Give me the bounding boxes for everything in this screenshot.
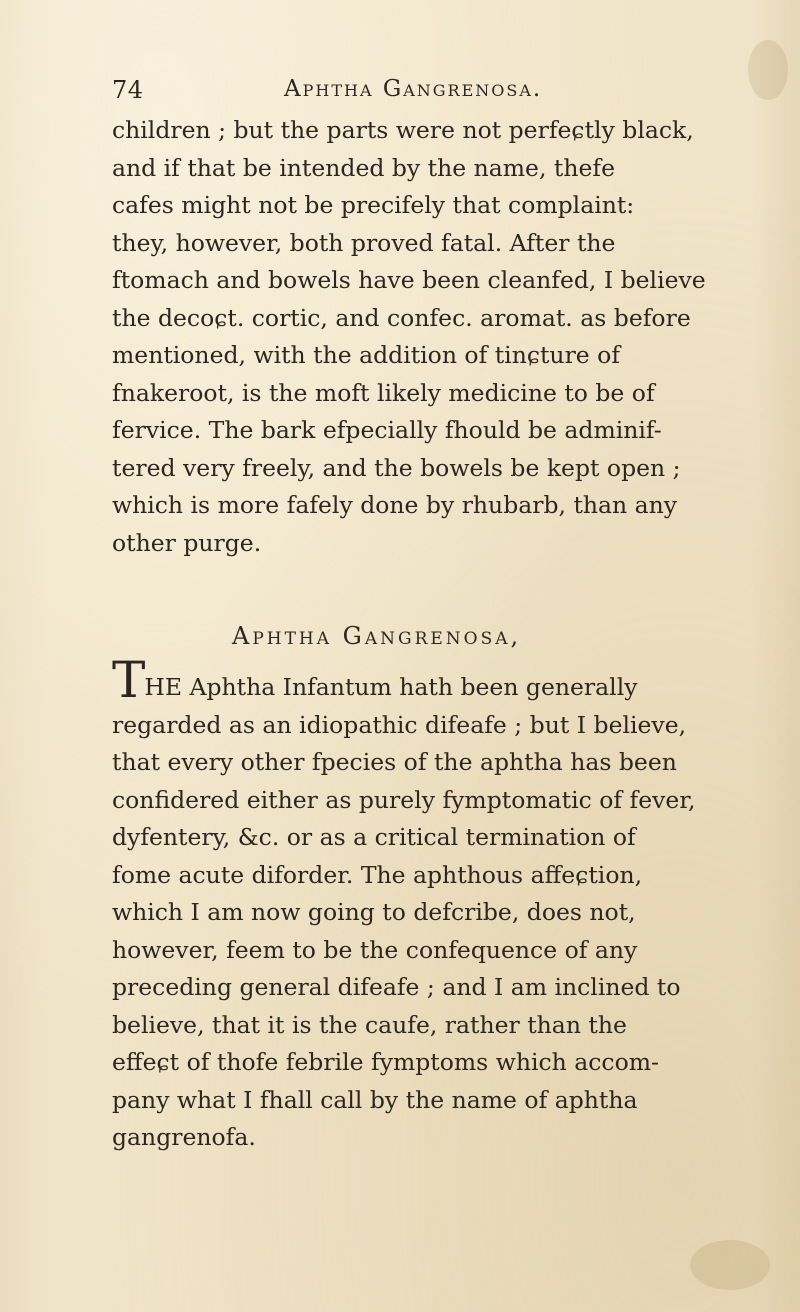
first-line-text: HE Aphtha Infantum hath been generally [144, 673, 638, 701]
text-line: effeɕt of thofe febrile fymptoms which accom- [112, 1048, 659, 1076]
page-number: 74 [112, 76, 144, 104]
text-line: which I am now going to defcribe, does not, [112, 898, 636, 926]
running-head-title: Aphtha Gangrenosa. [284, 76, 543, 102]
text-line: they, however, both proved fatal. After the [112, 228, 616, 257]
text-line: preceding general difeafe ; and I am inclined to [112, 973, 681, 1001]
text-line: mentioned, with the addition of tinɕture of [112, 341, 621, 369]
text-line: however, feem to be the confequence of any [112, 935, 638, 964]
text-line: believe, that it is the caufe, rather than the [112, 1010, 627, 1039]
text-line: fervice. The bark efpecially fhould be adminif- [112, 416, 662, 444]
text-line: and if that be intended by the name, thefe [112, 153, 615, 182]
first-line [112, 651, 800, 709]
text-line: pany what I fhall call by the name of aphtha [112, 1085, 638, 1114]
running-head [112, 76, 772, 116]
text-line: which is more fafely done by rhubarb, than any [112, 491, 678, 519]
text-line: fome acute diforder. The aphthous affeɕtion, [112, 860, 643, 889]
paper-stain [690, 1240, 770, 1290]
paragraph-1 [112, 112, 800, 562]
text-line: ftomach and bowels have been cleanfed, I believe [112, 266, 706, 294]
text-line: other purge. [112, 528, 262, 557]
text-line: cafes might not be precifely that complaint: [112, 191, 635, 219]
text-line: fnakeroot, is the moft likely medicine to be of [112, 378, 655, 407]
text-line: the decoɕt. cortic, and confec. aromat. as before [112, 303, 691, 332]
drop-cap: T [112, 651, 145, 709]
text-line: regarded as an idiopathic difeafe ; but I believe, [112, 710, 687, 739]
section-heading: Aphtha Gangrenosa, [232, 622, 522, 650]
text-line: children ; but the parts were not perfeɕtly black, [112, 116, 694, 144]
text-line: confidered either as purely fymptomatic of fever, [112, 785, 696, 814]
paragraph-2 [112, 651, 800, 1157]
text-line: gangrenofa. [112, 1123, 256, 1151]
text-line: that every other fpecies of the aphtha has been [112, 748, 677, 776]
text-line: tered very freely, and the bowels be kept open ; [112, 453, 681, 482]
text-line: dyfentery, &c. or as a critical termination of [112, 823, 636, 851]
